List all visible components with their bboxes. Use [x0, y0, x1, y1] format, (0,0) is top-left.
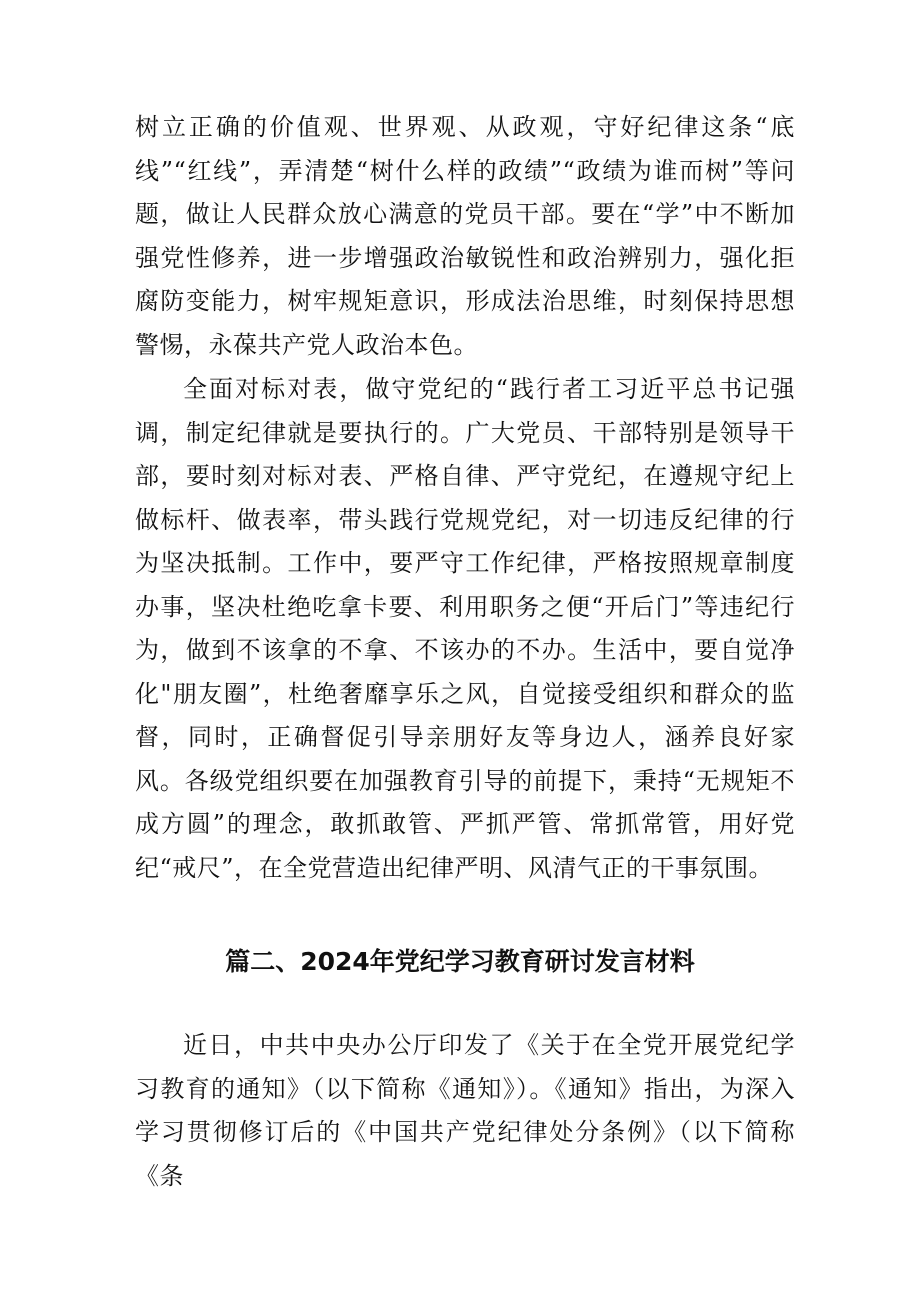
paragraph-1: 树立正确的价值观、世界观、从政观，守好纪律这条“底线”“红线”，弄清楚“树什么样的政绩”“政绩为谁而树”等问题，做让人民群众放心满意的党员干部。要在“学”中不断加强党性修养，进一步增强政治敏锐性和政治辨别力，强化拒腐防变能力，树牢规矩意识，形成法治思维，时刻保持思想警惕，永葆共产党人政治本色。	[135, 113, 795, 359]
section-heading: 篇二、2024年党纪学习教育研讨发言材料	[225, 947, 695, 976]
paragraph-2: 全面对标对表，做守党纪的“践行者工习近平总书记强调，制定纪律就是要执行的。广大党员、干部特别是领导干部，要时刻对标对表、严格自律、严守党纪，在遵规守纪上做标杆、做表率，带头践行党规党纪，对一切违反纪律的行为坚决抵制。工作中，要严守工作纪律，严格按照规章制度办事，坚决杜绝吃拿卡要、利用职务之便“开后门”等违纪行为，做到不该拿的不拿、不该办的不办。生活中，要自觉净化"朋友圈”，杜绝奢靡享乐之风，自觉接受组织和群众的监督，同时，正确督促引导亲朋好友等身边人，涵养良好家风。各级党组织要在加强教育引导的前提下，秉持“无规矩不成方圆”的理念，敢抓敢管、严抓严管、常抓常管，用好党纪“戒尺”，在全党营造出纪律严明、风清气正的干事氛围。	[135, 375, 795, 882]
section-paragraph: 近日，中共中央办公厅印发了《关于在全党开展党纪学习教育的通知》（以下简称《通知》）。《通知》指出，为深入学习贯彻修订后的《中国共产党纪律处分条例》（以下简称《条	[135, 1031, 795, 1190]
